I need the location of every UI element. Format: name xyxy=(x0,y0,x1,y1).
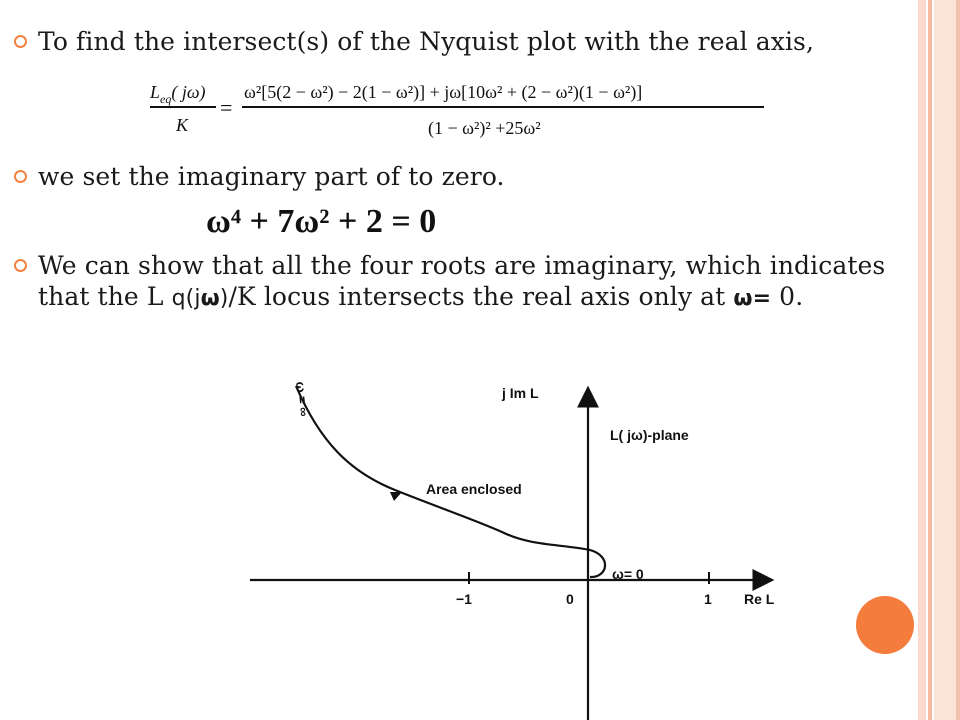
eq-rhs-denominator: (1 − ω²)² +25ω² xyxy=(428,118,541,138)
equation-characteristic xyxy=(204,198,584,242)
omega-infinity-label: ω = ∞ xyxy=(293,380,312,418)
bullet-3-part-e: /K locus intersects the real axis only at xyxy=(228,282,734,311)
bullet-icon xyxy=(14,35,27,48)
bullet-text-2: we set the imaginary part of to zero. xyxy=(38,162,505,191)
decorative-stripe xyxy=(918,0,926,720)
tick-label-neg1: −1 xyxy=(456,591,472,607)
decorative-stripe xyxy=(956,0,960,720)
plane-label: L( jω)-plane xyxy=(610,427,689,443)
bullet-text-3 xyxy=(38,250,894,314)
eq-rhs-numerator: ω²[5(2 − ω²) − 2(1 − ω²)] + jω[10ω² + (2 − ω²)(1 − ω²)] xyxy=(244,82,643,102)
eq-characteristic-text: ω⁴ + 7ω² + 2 = 0 xyxy=(206,203,437,240)
nyquist-plot xyxy=(240,372,820,720)
curve-direction-arrow xyxy=(390,492,402,501)
bullet-icon xyxy=(14,170,27,183)
decorative-circle xyxy=(856,596,914,654)
x-axis-label: Re L xyxy=(744,591,775,607)
bullet-item-1 xyxy=(14,26,894,57)
bullet-text-1: To find the intersect(s) of the Nyquist plot with the real axis, xyxy=(38,27,815,56)
decorative-stripe xyxy=(934,0,956,720)
bullet-item-2 xyxy=(14,161,894,192)
tick-label-1: 1 xyxy=(704,591,712,607)
eq-equals: = xyxy=(220,95,233,120)
eq-lhs-denominator: K xyxy=(176,115,189,135)
bullet-3-omega: ω xyxy=(200,286,220,311)
eq-lhs-numerator: $L_{eq}$( jω) xyxy=(150,82,206,106)
bullet-3-part-g: 0. xyxy=(771,282,804,311)
bullet-3-part-d: ) xyxy=(219,286,229,311)
tick-label-0: 0 xyxy=(566,591,574,607)
bullet-3-part-a: We can show that all the four roots are imaginary, which indicates that the L xyxy=(38,251,886,311)
bullet-item-3 xyxy=(14,250,894,314)
y-axis-label: j Im L xyxy=(502,385,539,401)
equation-transfer-function xyxy=(148,76,768,144)
bullet-icon xyxy=(14,259,27,272)
area-enclosed-label: Area enclosed xyxy=(426,481,522,497)
omega-zero-label: ω= 0 xyxy=(612,566,644,582)
bullet-3-omega-equals: ω= xyxy=(733,286,772,311)
bullet-3-part-b: q(j xyxy=(171,286,201,311)
decorative-stripe xyxy=(928,0,932,720)
